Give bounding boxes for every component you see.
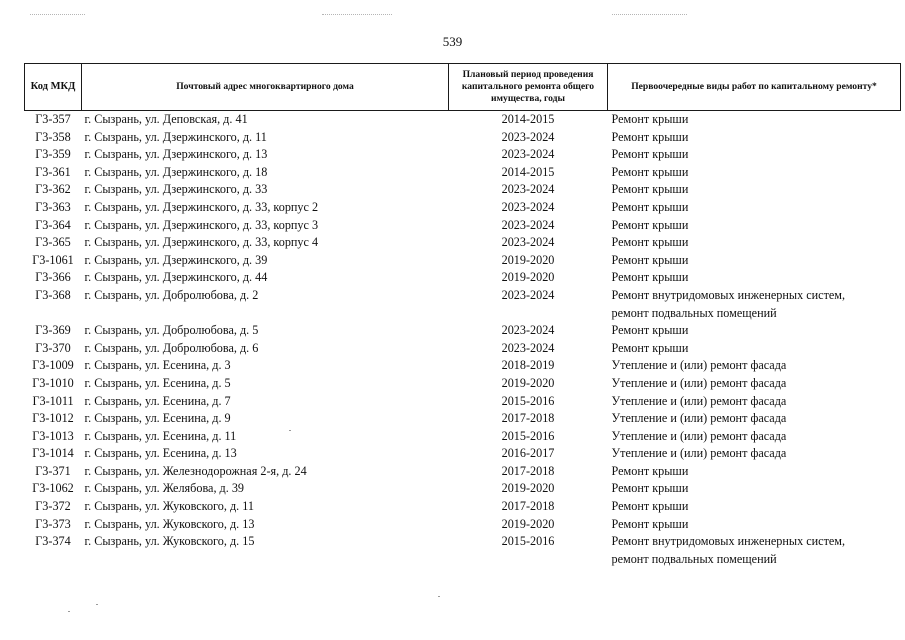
cell-works: Утепление и (или) ремонт фасада	[611, 358, 787, 373]
cell-period: 2016-2017	[501, 446, 555, 461]
cell-period: 2014-2015	[501, 164, 555, 179]
cell-works: Утепление и (или) ремонт фасада	[611, 411, 787, 426]
header-code: Код МКД	[25, 64, 82, 111]
header-works: Первоочередные виды работ по капитальному ремонту*	[608, 64, 901, 111]
cell-period: 2019-2020	[501, 375, 555, 390]
cell-address: г. Сызрань, ул. Железнодорожная 2-я, д. 24	[84, 463, 307, 478]
cell-period: 2019-2020	[501, 252, 555, 267]
cell-code: Г3-1014	[32, 446, 74, 461]
cell-code: Г3-374	[35, 534, 71, 549]
table-row	[25, 533, 901, 568]
cell-code: Г3-363	[35, 199, 71, 214]
table-row	[25, 480, 901, 498]
cell-code: Г3-368	[35, 287, 71, 302]
cell-works: Ремонт крыши	[611, 340, 689, 355]
table-row	[25, 322, 901, 340]
cell-period: 2017-2018	[501, 463, 555, 478]
cell-works: Ремонт крыши	[611, 217, 689, 232]
cell-period: 2023-2024	[501, 323, 555, 338]
scan-speck	[68, 611, 70, 612]
cell-code: Г3-366	[35, 270, 71, 285]
scan-speck	[438, 596, 440, 597]
cell-code: Г3-1010	[32, 375, 74, 390]
cell-period: 2017-2018	[501, 499, 555, 514]
cell-address: г. Сызрань, ул. Дзержинского, д. 33, корпус 4	[84, 235, 319, 250]
cell-code: Г3-1062	[32, 481, 74, 496]
table-row	[25, 357, 901, 375]
cell-code: Г3-1011	[32, 393, 74, 408]
cell-address: г. Сызрань, ул. Есенина, д. 7	[84, 393, 231, 408]
cell-address: г. Сызрань, ул. Желябова, д. 39	[84, 481, 245, 496]
cell-code: Г3-1061	[32, 252, 74, 267]
table-row	[25, 146, 901, 164]
table-row	[25, 340, 901, 358]
cell-period: 2023-2024	[501, 287, 555, 302]
scan-artifact	[322, 14, 392, 16]
cell-code: Г3-1009	[32, 358, 74, 373]
cell-address: г. Сызрань, ул. Жуковского, д. 15	[84, 534, 255, 549]
header-period: Плановый период проведения капитального ремонта общего имущества, годы	[449, 64, 608, 111]
table-row	[25, 516, 901, 534]
cell-works: Ремонт внутридомовых инженерных систем, ремонт подвальных помещений	[611, 287, 846, 320]
cell-code: Г3-359	[35, 147, 71, 162]
table-row	[25, 199, 901, 217]
cell-period: 2017-2018	[501, 411, 555, 426]
table-header	[25, 64, 901, 111]
cell-period: 2019-2020	[501, 516, 555, 531]
cell-period: 2014-2015	[501, 112, 555, 126]
page-number: 539	[442, 34, 463, 49]
header-row	[25, 64, 901, 111]
cell-address: г. Сызрань, ул. Есенина, д. 9	[84, 411, 231, 426]
cell-address: г. Сызрань, ул. Дзержинского, д. 33, корпус 3	[84, 217, 319, 232]
scan-speck	[289, 430, 291, 431]
cell-works: Ремонт внутридомовых инженерных систем, ремонт подвальных помещений	[611, 534, 846, 566]
cell-address: г. Сызрань, ул. Дзержинского, д. 44	[84, 270, 268, 285]
cell-address: г. Сызрань, ул. Добролюбова, д. 5	[84, 323, 259, 338]
cell-code: Г3-371	[35, 463, 71, 478]
cell-works: Ремонт крыши	[611, 481, 689, 496]
cell-period: 2023-2024	[501, 129, 555, 144]
cell-works: Ремонт крыши	[611, 252, 689, 267]
table-row	[25, 164, 901, 182]
cell-address: г. Сызрань, ул. Деповская, д. 41	[84, 112, 248, 126]
cell-code: Г3-369	[35, 323, 71, 338]
cell-period: 2023-2024	[501, 182, 555, 197]
cell-address: г. Сызрань, ул. Жуковского, д. 13	[84, 516, 255, 531]
cell-address: г. Сызрань, ул. Дзержинского, д. 39	[84, 252, 268, 267]
table-row	[25, 111, 901, 129]
table-row	[25, 252, 901, 270]
table-row	[25, 445, 901, 463]
cell-works: Ремонт крыши	[611, 129, 689, 144]
table-row	[25, 463, 901, 481]
cell-address: г. Сызрань, ул. Жуковского, д. 11	[84, 499, 254, 514]
repair-program-table	[24, 63, 901, 568]
cell-works: Ремонт крыши	[611, 270, 689, 285]
cell-address: г. Сызрань, ул. Дзержинского, д. 13	[84, 147, 268, 162]
table-row	[25, 410, 901, 428]
cell-period: 2023-2024	[501, 217, 555, 232]
table-row	[25, 217, 901, 235]
cell-works: Ремонт крыши	[611, 323, 689, 338]
cell-address: г. Сызрань, ул. Добролюбова, д. 2	[84, 287, 259, 302]
cell-address: г. Сызрань, ул. Добролюбова, д. 6	[84, 340, 259, 355]
cell-works: Ремонт крыши	[611, 199, 689, 214]
cell-address: г. Сызрань, ул. Есенина, д. 11	[84, 428, 237, 443]
table-row	[25, 269, 901, 287]
cell-code: Г3-364	[35, 217, 71, 232]
table-row	[25, 181, 901, 199]
cell-period: 2019-2020	[501, 270, 555, 285]
table-body	[25, 111, 901, 569]
cell-address: г. Сызрань, ул. Есенина, д. 3	[84, 358, 231, 373]
table-row	[25, 287, 901, 322]
cell-period: 2019-2020	[501, 481, 555, 496]
table-row	[25, 375, 901, 393]
cell-code: Г3-372	[35, 499, 71, 514]
cell-works: Утепление и (или) ремонт фасада	[611, 446, 787, 461]
cell-period: 2023-2024	[501, 340, 555, 355]
cell-code: Г3-365	[35, 235, 71, 250]
cell-code: Г3-361	[35, 164, 71, 179]
table-row	[25, 234, 901, 252]
table-row	[25, 393, 901, 411]
cell-code: Г3-357	[35, 112, 71, 126]
table-row	[25, 428, 901, 446]
cell-works: Ремонт крыши	[611, 112, 689, 126]
cell-works: Ремонт крыши	[611, 235, 689, 250]
cell-works: Ремонт крыши	[611, 182, 689, 197]
cell-address: г. Сызрань, ул. Дзержинского, д. 33	[84, 182, 268, 197]
cell-period: 2018-2019	[501, 358, 555, 373]
cell-address: г. Сызрань, ул. Есенина, д. 13	[84, 446, 237, 461]
cell-period: 2015-2016	[501, 428, 555, 443]
cell-code: Г3-362	[35, 182, 71, 197]
scan-artifact	[30, 14, 85, 16]
cell-code: Г3-370	[35, 340, 71, 355]
cell-period: 2023-2024	[501, 235, 555, 250]
cell-works: Утепление и (или) ремонт фасада	[611, 428, 787, 443]
cell-works: Ремонт крыши	[611, 463, 689, 478]
cell-works: Ремонт крыши	[611, 499, 689, 514]
cell-period: 2015-2016	[501, 393, 555, 408]
cell-works: Ремонт крыши	[611, 147, 689, 162]
cell-code: Г3-373	[35, 516, 71, 531]
cell-address: г. Сызрань, ул. Дзержинского, д. 18	[84, 164, 268, 179]
cell-address: г. Сызрань, ул. Дзержинского, д. 33, корпус 2	[84, 199, 319, 214]
cell-code: Г3-1013	[32, 428, 74, 443]
cell-works: Ремонт крыши	[611, 164, 689, 179]
cell-works: Утепление и (или) ремонт фасада	[611, 375, 787, 390]
table-row	[25, 498, 901, 516]
cell-period: 2015-2016	[501, 534, 555, 549]
cell-address: г. Сызрань, ул. Есенина, д. 5	[84, 375, 231, 390]
cell-works: Утепление и (или) ремонт фасада	[611, 393, 787, 408]
cell-works: Ремонт крыши	[611, 516, 689, 531]
header-address: Почтовый адрес многоквартирного дома	[82, 64, 449, 111]
cell-period: 2023-2024	[501, 147, 555, 162]
cell-address: г. Сызрань, ул. Дзержинского, д. 11	[84, 129, 267, 144]
table-row	[25, 129, 901, 147]
cell-period: 2023-2024	[501, 199, 555, 214]
cell-code: Г3-358	[35, 129, 71, 144]
cell-code: Г3-1012	[32, 411, 74, 426]
scan-speck	[96, 604, 98, 605]
scan-artifact	[612, 14, 687, 16]
